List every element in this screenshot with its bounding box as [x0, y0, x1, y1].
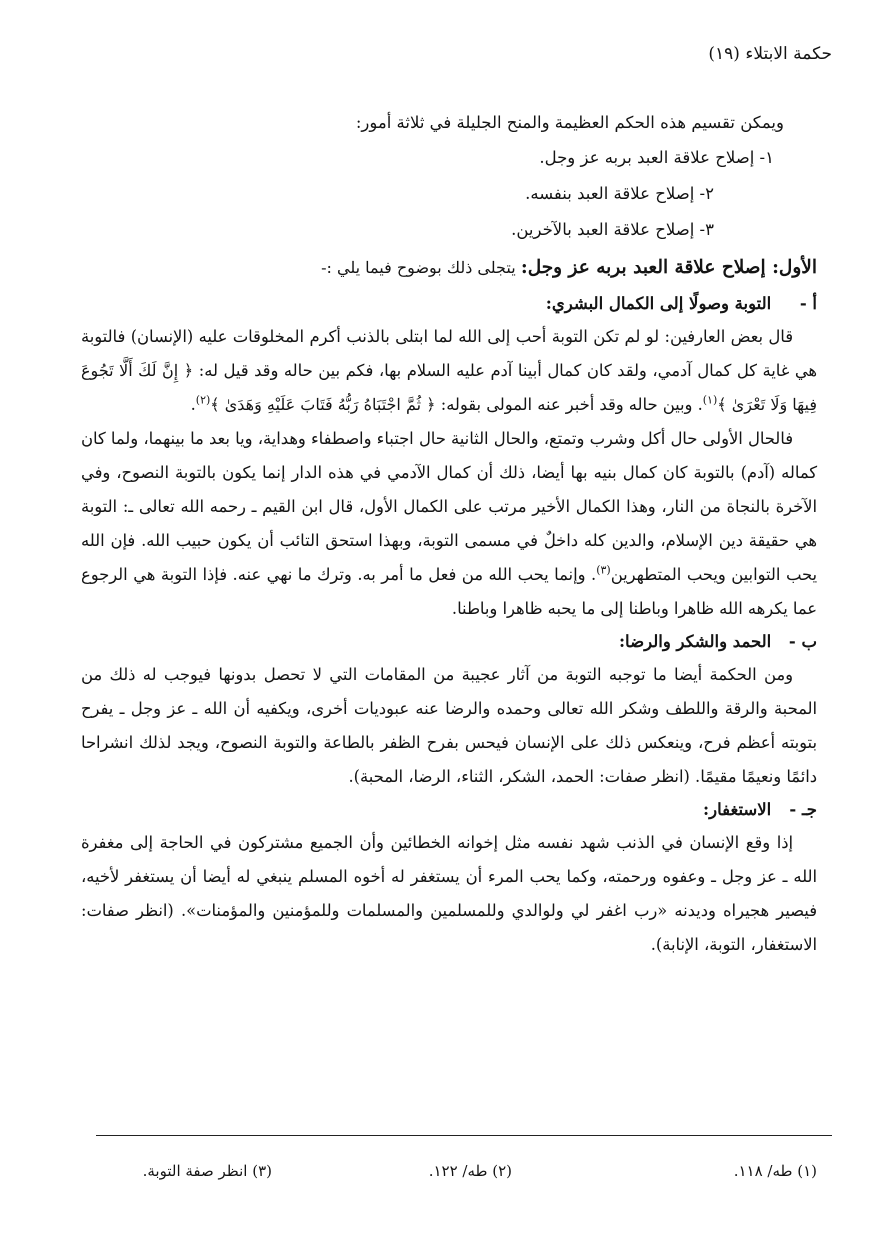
footnote: (١) طه/ ١١٨. [733, 1162, 817, 1180]
running-header: حكمة الابتلاء (١٩) [708, 44, 832, 64]
paragraph [81, 422, 817, 626]
list-item: ١- إصلاح علاقة العبد بربه عز وجل. [539, 148, 774, 167]
subsection-letter: أ - [799, 294, 817, 313]
paragraph: إذا وقع الإنسان في الذنب شهد نفسه مثل إخوانه الخطائين وأن الجميع مشتركون في الحاجة إلى مغفرة الله ـ عز وجل ـ وعفوه ورحمته، وكما يحب المرء أن يستغفر له أخوه المسلم ينبغي له أيضا أن يستغفر لأخيه، فيصير هجيراه وديدنه «رب اغفر لي ولوالدي وللمسلمين والمسلمات وللمؤمنين والمؤمنات». (انظر صفات: الاستغفار، التوبة، الإنابة). [81, 833, 817, 954]
paragraph-text: قال بعض العارفين: لو لم تكن التوبة أحب إلى الله لما ابتلى بالذنب أكرم المخلوقات عليه (الإنسان) فالتوبة هي غاية كل كمال آدمي، ولقد كان كمال أبينا آدم عليه السلام بها، فكم بين حاله وقد قيل له: [81, 327, 817, 380]
paragraph: ومن الحكمة أيضا ما توجبه التوبة من آثار عجيبة من المقامات التي لا تحصل بدونها فيوجب له ذلك من المحبة والرقة واللطف وشكر الله تعالى وحمده والرضا عنه عبوديات أخرى، ويكفيه أن الله ـ عز وجل ـ يفرح بتوبته أعظم فرح، وينعكس ذلك على الإنسان فيحس بفرح الظفر بالطاعة والتوبة النصوح، ويجد لذلك انشراحا دائمًا ونعيمًا مقيمًا. (انظر صفات: الحمد، الشكر، الثناء، الرضا، المحبة). [81, 665, 817, 786]
footnote: (٣) انظر صفة التوبة. [142, 1162, 272, 1180]
paragraph-text: . [190, 395, 196, 414]
subsection-heading-a [81, 288, 817, 320]
footnote-ref: (٣) [596, 563, 611, 577]
subsection-letter: ب - [788, 632, 817, 651]
paragraph [81, 320, 817, 422]
list-item: ٢- إصلاح علاقة العبد بنفسه. [525, 184, 714, 203]
subsection-title: الحمد والشكر والرضا: [618, 632, 772, 651]
footnote-ref: (١) [702, 393, 718, 407]
footnote-divider [96, 1135, 832, 1136]
paragraph-text: فالحال الأولى حال أكل وشرب وتمتع، والحال الثانية حال اجتباء واصطفاء وهداية، ويا بعد ما بينهما، ولما كان كماله (آدم) بالتوبة كان كمال بنيه بها أيضا، ذلك أن كمال الآدمي في هذه الدار إنما يكون بالتوبة النصوح، وفي الآخرة بالنجاة من النار، وهذا الكمال الأخير مرتب على الكمال الأول، قال ابن القيم ـ رحمه الله تعالى ـ: التوبة هي حقيقة دين الإسلام، والدين كله داخلٌ في مسمى التوبة، وبهذا استحق التائب أن يكون حبيب الله. فإن الله يحب التوابين ويحب المتطهرين [81, 429, 817, 584]
paragraph-text: . وإنما يحب الله من فعل ما أمر به. وترك ما نهي عنه. فإذا التوبة هي الرجوع عما يكرهه الله ظاهرا وباطنا إلى ما يحبه ظاهرا وباطنا. [81, 565, 817, 618]
quran-verse: ﴿ إِنَّ لَكَ أَلَّا تَجُوعَ فِيهَا وَلَا تَعْرَىٰ ﴾ [81, 361, 817, 414]
subsection-title: التوبة وصولًا إلى الكمال البشري: [545, 294, 772, 313]
section-heading-line [81, 248, 817, 288]
subsection-heading-c [81, 794, 817, 826]
footnotes [96, 1158, 832, 1186]
intro-text: ويمكن تقسيم هذه الحكم العظيمة والمنح الجليلة في ثلاثة أمور: [355, 113, 784, 132]
subsection-heading-b [81, 626, 817, 658]
page-body [81, 106, 817, 962]
section-heading: الأول: إصلاح علاقة العبد بربه عز وجل: [520, 257, 817, 278]
subsection-title: الاستغفار: [703, 800, 772, 819]
list-item: ٣- إصلاح علاقة العبد بالآخرين. [511, 220, 714, 239]
quran-verse: ﴿ ثُمَّ اجْتَبَاهُ رَبُّهُ فَتَابَ عَلَيْهِ وَهَدَىٰ ﴾ [210, 395, 436, 414]
section-heading-tail: يتجلى ذلك بوضوح فيما يلي :- [321, 258, 516, 277]
footnote: (٢) طه/ ١٢٢. [428, 1162, 512, 1180]
paragraph-text: . وبين حاله وقد أخبر عنه المولى بقوله: [440, 395, 703, 414]
footnote-ref: (٢) [195, 393, 211, 407]
subsection-letter: جـ - [789, 800, 817, 819]
